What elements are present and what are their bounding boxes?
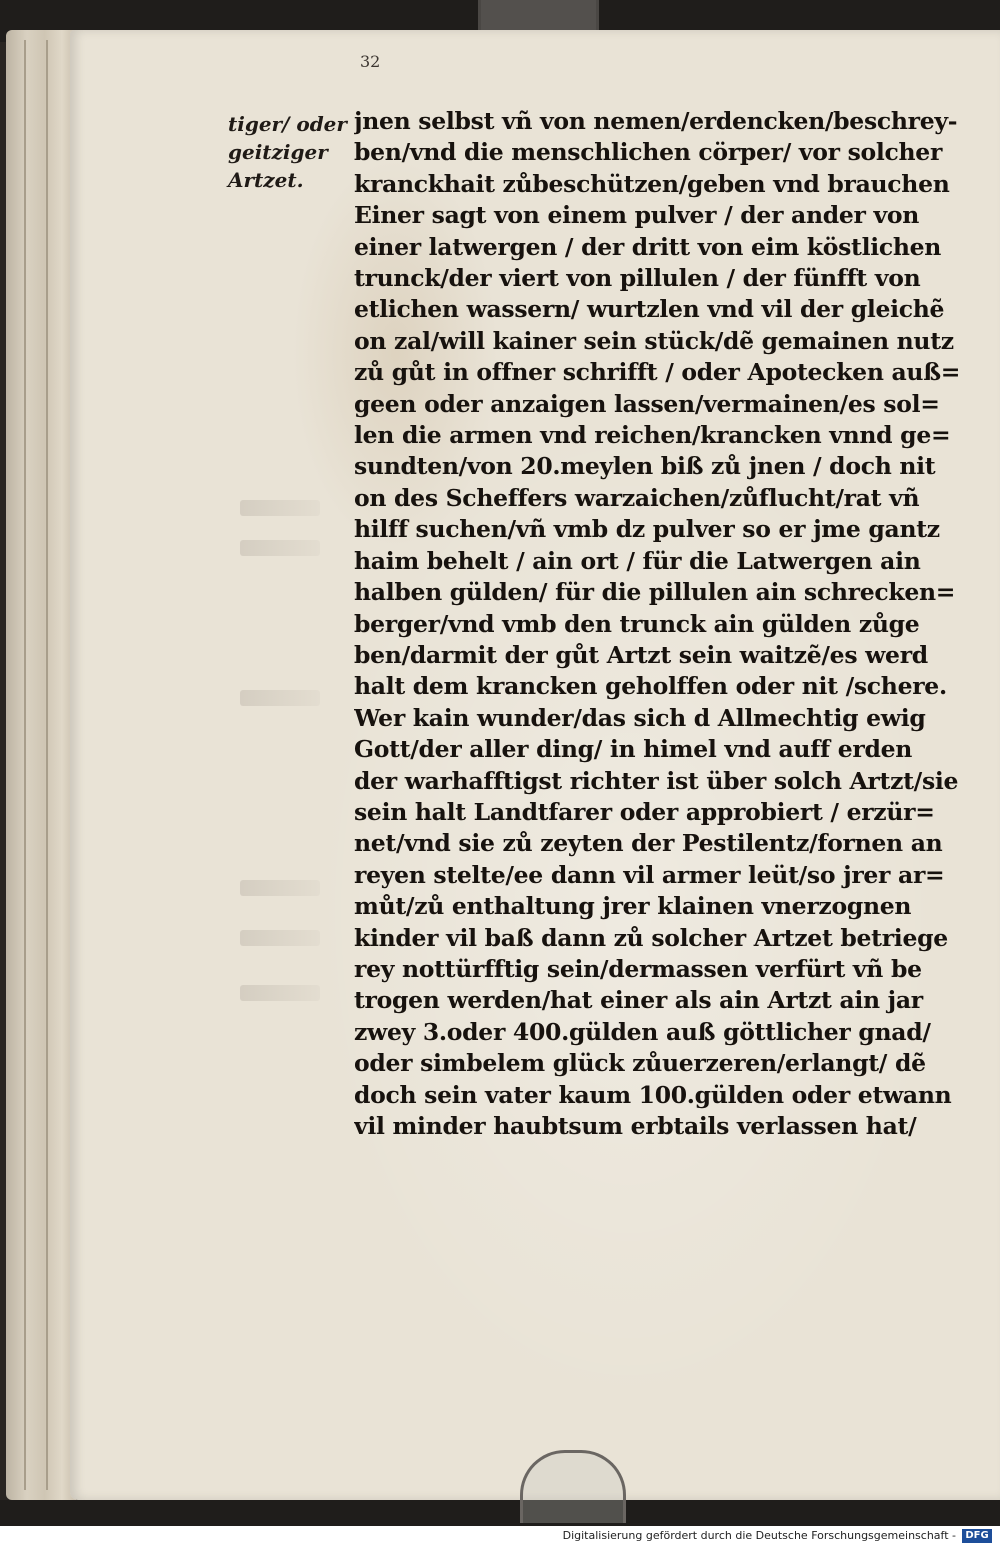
text-line: zů gůt in offner schrifft / oder Apotecken auß= (354, 358, 961, 387)
text-line: můt/zů enthaltung jrer klainen vnerzognen (354, 892, 912, 921)
margin-note-line: geitziger (228, 140, 328, 164)
text-line: etlichen wassern/ wurtzlen vnd vil der gleichẽ (354, 295, 945, 324)
text-line: einer latwergen / der dritt von eim köstlichen (354, 232, 942, 261)
text-line: zwey 3.oder 400.gülden auß göttlicher gnad/ (354, 1017, 931, 1046)
text-line: hilff suchen/vñ vmb dz pulver so er jme gantz (354, 515, 940, 544)
text-line: rey nottürfftig sein/dermassen verfürt vñ be (354, 954, 922, 983)
text-line: on zal/will kainer sein stück/dẽ gemainen nutz (354, 326, 954, 355)
main-text (354, 106, 966, 1142)
funding-credit: Digitalisierung gefördert durch die Deutsche Forschungsgemeinschaft - (562, 1529, 956, 1542)
text-line: ben/vnd die menschlichen cörper/ vor solcher (354, 138, 943, 167)
scanner-bottom-bar (0, 1500, 1000, 1526)
text-line: halt dem krancken geholffen oder nit /schere. (354, 672, 947, 701)
show-through-mark (240, 500, 320, 516)
text-line: ben/darmit der gůt Artzt sein waitzẽ/es werd (354, 640, 928, 669)
text-line: halben gülden/ für die pillulen ain schrecken= (354, 578, 956, 607)
text-line: Einer sagt von einem pulver / der ander von (354, 201, 920, 230)
text-line: kinder vil baß dann zů solcher Artzet betriege (354, 923, 948, 952)
text-line: len die armen vnd reichen/krancken vnnd ge= (354, 421, 951, 450)
text-line: jnen selbst vñ von nemen/erdencken/beschrey- (354, 107, 958, 135)
text-line: sundten/von 20.meylen biß zů jnen / doch nit (354, 452, 936, 481)
text-line: geen oder anzaigen lassen/vermainen/es sol= (354, 389, 940, 418)
show-through-mark (240, 540, 320, 556)
margin-note (228, 110, 358, 194)
margin-note-line: tiger/ oder (228, 112, 347, 136)
margin-note-line: Artzet. (228, 168, 304, 192)
show-through-mark (240, 930, 320, 946)
text-line: net/vnd sie zů zeyten der Pestilentz/fornen an (354, 829, 943, 858)
text-line: kranckhait zůbeschützen/geben vnd brauchen (354, 169, 950, 198)
text-line: berger/vnd vmb den trunck ain gülden zůge (354, 609, 920, 638)
text-line: doch sein vater kaum 100.gülden oder etwann (354, 1080, 952, 1109)
page-edges (6, 30, 76, 1500)
text-line: on des Scheffers warzaichen/zůflucht/rat vñ (354, 483, 920, 512)
text-line: Wer kain wunder/das sich d Allmechtig ewig (354, 703, 926, 732)
page-number: 32 (360, 52, 381, 71)
text-line: trogen werden/hat einer als ain Artzt ain jar (354, 986, 923, 1015)
text-line: der warhafftigst richter ist über solch Artzt/sie (354, 766, 959, 795)
text-line: Gott/der aller ding/ in himel vnd auff erden (354, 735, 913, 764)
digitization-footer (0, 1526, 1000, 1546)
text-line: oder simbelem glück zůuerzeren/erlangt/ dẽ (354, 1049, 926, 1078)
text-line: reyen stelte/ee dann vil armer leüt/so jrer ar= (354, 860, 945, 889)
scanner-clamp-bottom (520, 1450, 626, 1523)
show-through-mark (240, 880, 320, 896)
text-line: vil minder haubtsum erbtails verlassen hat/ (354, 1112, 917, 1140)
text-line: trunck/der viert von pillulen / der fünfft von (354, 264, 921, 293)
show-through-mark (240, 690, 320, 706)
show-through-mark (240, 985, 320, 1001)
text-line: haim behelt / ain ort / für die Latwergen ain (354, 546, 921, 575)
text-line: sein halt Landtfarer oder approbiert / erzür= (354, 797, 935, 826)
dfg-logo: DFG (962, 1529, 992, 1543)
